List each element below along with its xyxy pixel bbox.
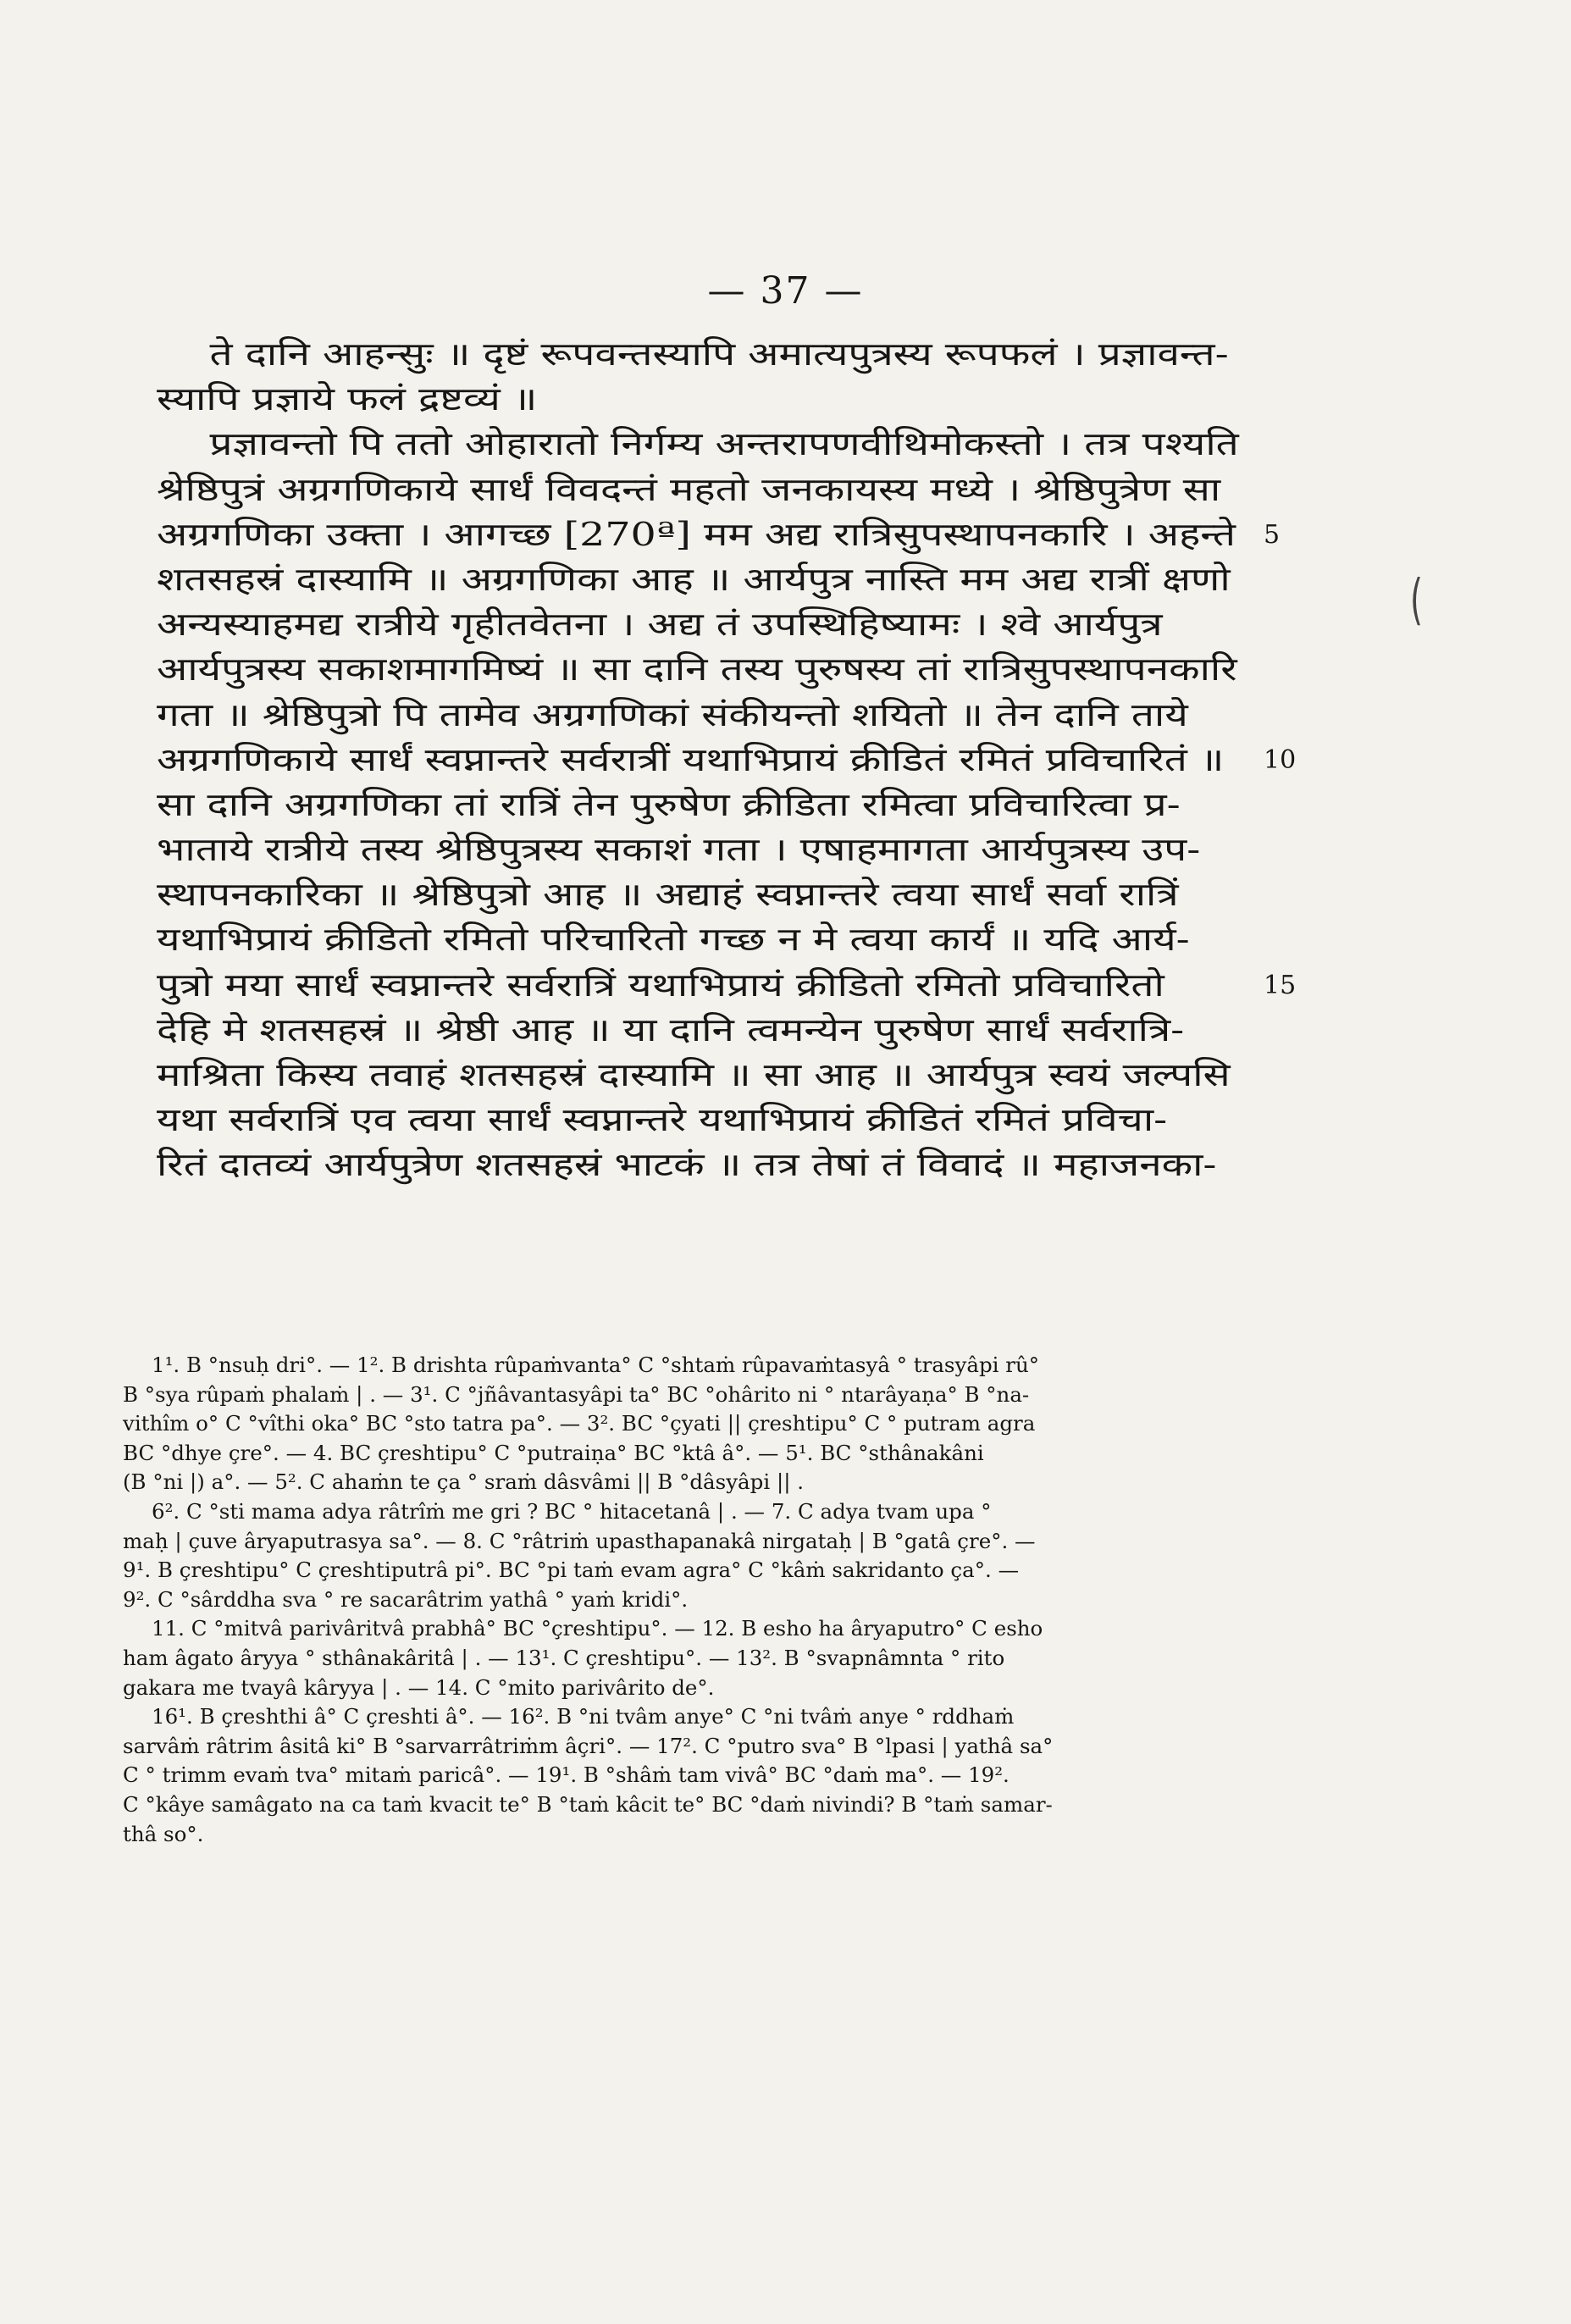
text-line-content: ते दानि आहन्सुः ॥ दृष्टं रूपवन्तस्यापि अमात्यपुत्रस्य रूपफलं । प्रज्ञावन्त- — [209, 335, 1229, 373]
text-line — [157, 1098, 1258, 1143]
text-line-content: गता ॥ श्रेष्ठिपुत्रो पि तामेव अग्रगणिकां संकीयन्तो शयितो ॥ तेन दानि ताये — [157, 695, 1188, 733]
footnote-line: 9². C °sârddha sva ° re sacarâtrim yathâ ° yaṁ kridi°. — [123, 1586, 689, 1612]
footnote-line: B °sya rûpaṁ phalaṁ | . — 3¹. C °jñâvantasyâpi ta° BC °ohârito ni ° ntarâyaṇa° B °na- — [123, 1381, 1030, 1407]
footnote-line: BC °dhye çre°. — 4. BC çreshtipu° C °putraiṇa° BC °ktâ â°. — 5¹. BC °sthânakâni — [123, 1440, 984, 1465]
text-line-content: भाताये रात्रीये तस्य श्रेष्ठिपुत्रस्य सकाशं गता । एषाहमागता आर्यपुत्रस्य उप- — [157, 831, 1201, 869]
text-line-content: अग्रगणिकाये सार्धं स्वप्नान्तरे सर्वरात्रीं यथाभिप्रायं क्रीडितं रमितं प्रविचारितं ॥ — [157, 740, 1225, 778]
footnote-line: sarvâṁ râtrim âsitâ ki° B °sarvarrâtriṁm âçri°. — 17². C °putro sva° B °lpasi | yathâ sa° — [123, 1733, 1054, 1758]
text-line — [157, 332, 1258, 377]
text-line-content: यथाभिप्रायं क्रीडितो रमितो परिचारितो गच्छ न मे त्वया कार्यं ॥ यदि आर्य- — [157, 921, 1190, 959]
text-line — [157, 602, 1258, 647]
text-line — [157, 738, 1297, 783]
footnote-line: 11. C °mitvâ parivâritvâ prabhâ° BC °çreshtipu°. — 12. B esho ha âryaputro° C esho — [152, 1616, 1043, 1641]
text-line — [157, 1008, 1258, 1053]
text-line-content: माश्रिता किस्य तवाहं शतसहस्रं दास्यामि ॥ सा आह ॥ आर्यपुत्र स्वयं जल्पसि — [157, 1056, 1231, 1093]
text-line — [157, 468, 1258, 512]
footnote-line: C ° trimm evaṁ tva° mitaṁ paricâ°. — 19¹. B °shâṁ tam vivâ° BC °daṁ ma°. — 19². — [123, 1762, 1010, 1788]
text-line — [157, 693, 1258, 738]
text-line-content: अग्रगणिका उक्ता । आगच्छ [270ª] मम अद्य रात्रिसुपस्थापनकारि । अहन्ते — [157, 515, 1236, 553]
text-line — [157, 1143, 1258, 1187]
line-number: 10 — [1264, 744, 1297, 775]
text-line-content: अन्यस्याहमद्य रात्रीये गृहीतवेतना । अद्य तं उपस्थिहिष्यामः । श्वे आर्यपुत्र — [157, 606, 1163, 644]
footnote-line: 16¹. B çreshthi â° C çreshti â°. — 16². B °ni tvâm anye° C °ni tvâṁ anye ° rddhaṁ — [152, 1704, 1015, 1729]
footnote-line: 9¹. B çreshtipu° C çreshtiputrâ pi°. BC °pi taṁ evam agra° C °kâṁ sakridanto ça°. — — [123, 1558, 1020, 1583]
text-line-content: श्रेष्ठिपुत्रं अग्रगणिकाये सार्धं विवदन्तं महतो जनकायस्य मध्ये । श्रेष्ठिपुत्रेण सा — [157, 470, 1221, 508]
text-line-content: स्यापि प्रज्ञाये फलं द्रष्टव्यं ॥ — [157, 380, 538, 418]
footnote-line: C °kâye samâgato na ca taṁ kvacit te° B °taṁ kâcit te° BC °daṁ nivindi? B °taṁ samar- — [123, 1791, 1053, 1817]
footnote-line: vithîm o° C °vîthi oka° BC °sto tatra pa°. — 3². BC °çyati || çreshtipu° C ° putram agra — [123, 1411, 1036, 1436]
line-number: 5 — [1264, 519, 1281, 550]
footnote-line: 1¹. B °nsuḥ dri°. — 1². B drishta rûpaṁvanta° C °shtaṁ rûpavaṁtasyâ ° trasyâpi rû° — [152, 1353, 1039, 1377]
main-text — [157, 332, 1297, 1188]
text-line — [157, 377, 1258, 422]
footnote-line: 6². C °sti mama adya râtrîṁ me gri ? BC ° hitacetanâ | . — 7. C adya tvam upa ° — [152, 1498, 992, 1524]
text-line-content: रितं दातव्यं आर्यपुत्रेण शतसहस्रं भाटकं ॥ तत्र तेषां तं विवादं ॥ महाजनका- — [157, 1146, 1217, 1184]
text-line — [157, 557, 1258, 602]
footnote-line: thâ so°. — [123, 1821, 204, 1846]
text-line — [157, 963, 1297, 1008]
text-line — [157, 917, 1258, 962]
footnote-line: ham âgato âryya ° sthânakâritâ | . — 13¹. C çreshtipu°. — 13². B °svapnâmnta ° rito — [123, 1645, 1005, 1670]
text-line — [157, 512, 1281, 557]
text-line-content: सा दानि अग्रगणिका तां रात्रिं तेन पुरुषेण क्रीडिता रमित्वा प्रविचारित्वा प्र- — [157, 785, 1181, 823]
footnote-line: maḥ | çuve âryaputrasya sa°. — 8. C °râtriṁ upasthapanakâ nirgataḥ | B °gatâ çre°. — — [123, 1528, 1036, 1553]
text-line — [157, 422, 1258, 467]
text-line-content: पुत्रो मया सार्धं स्वप्नान्तरे सर्वरात्रिं यथाभिप्रायं क्रीडितो रमितो प्रविचारितो — [157, 966, 1164, 1004]
text-line-content: देहि मे शतसहस्रं ॥ श्रेष्ठी आह ॥ या दानि त्वमन्येन पुरुषेण सार्धं सर्वरात्रि- — [157, 1010, 1185, 1049]
text-line — [157, 1053, 1258, 1098]
footnotes — [123, 1351, 1228, 1849]
text-line — [157, 872, 1258, 917]
line-number: 15 — [1264, 970, 1297, 1000]
text-line-content: आर्यपुत्रस्य सकाशमागमिष्यं ॥ सा दानि तस्य पुरुषस्य तां रात्रिसुपस्थापनकारि — [157, 650, 1237, 689]
text-line-content: प्रज्ञावन्तो पि ततो ओहारातो निर्गम्य अन्तरापणवीथिमोकस्तो । तत्र पश्यति — [209, 425, 1239, 463]
text-line-content: स्थापनकारिका ॥ श्रेष्ठिपुत्रो आह ॥ अद्याहं स्वप्नान्तरे त्वया सार्धं सर्वा रात्रिं — [157, 876, 1179, 914]
margin-mark: ( — [1409, 569, 1423, 632]
text-line — [157, 647, 1258, 692]
page-number: — 37 — — [707, 269, 864, 313]
text-line-content: शतसहस्रं दास्यामि ॥ अग्रगणिका आह ॥ आर्यपुत्र नास्ति मम अद्य रात्रीं क्षणो — [157, 560, 1231, 598]
footnote-line: (B °ni |) a°. — 5². C ahaṁn te ça ° sraṁ dâsvâmi || B °dâsyâpi || . — [123, 1469, 805, 1495]
text-line — [157, 827, 1258, 872]
text-line-content: यथा सर्वरात्रिं एव त्वया सार्धं स्वप्नान्तरे यथाभिप्रायं क्रीडितं रमितं प्रविचा- — [157, 1101, 1168, 1139]
text-line — [157, 783, 1258, 827]
footnote-line: gakara me tvayâ kâryya | . — 14. C °mito parivârito de°. — [123, 1674, 715, 1700]
